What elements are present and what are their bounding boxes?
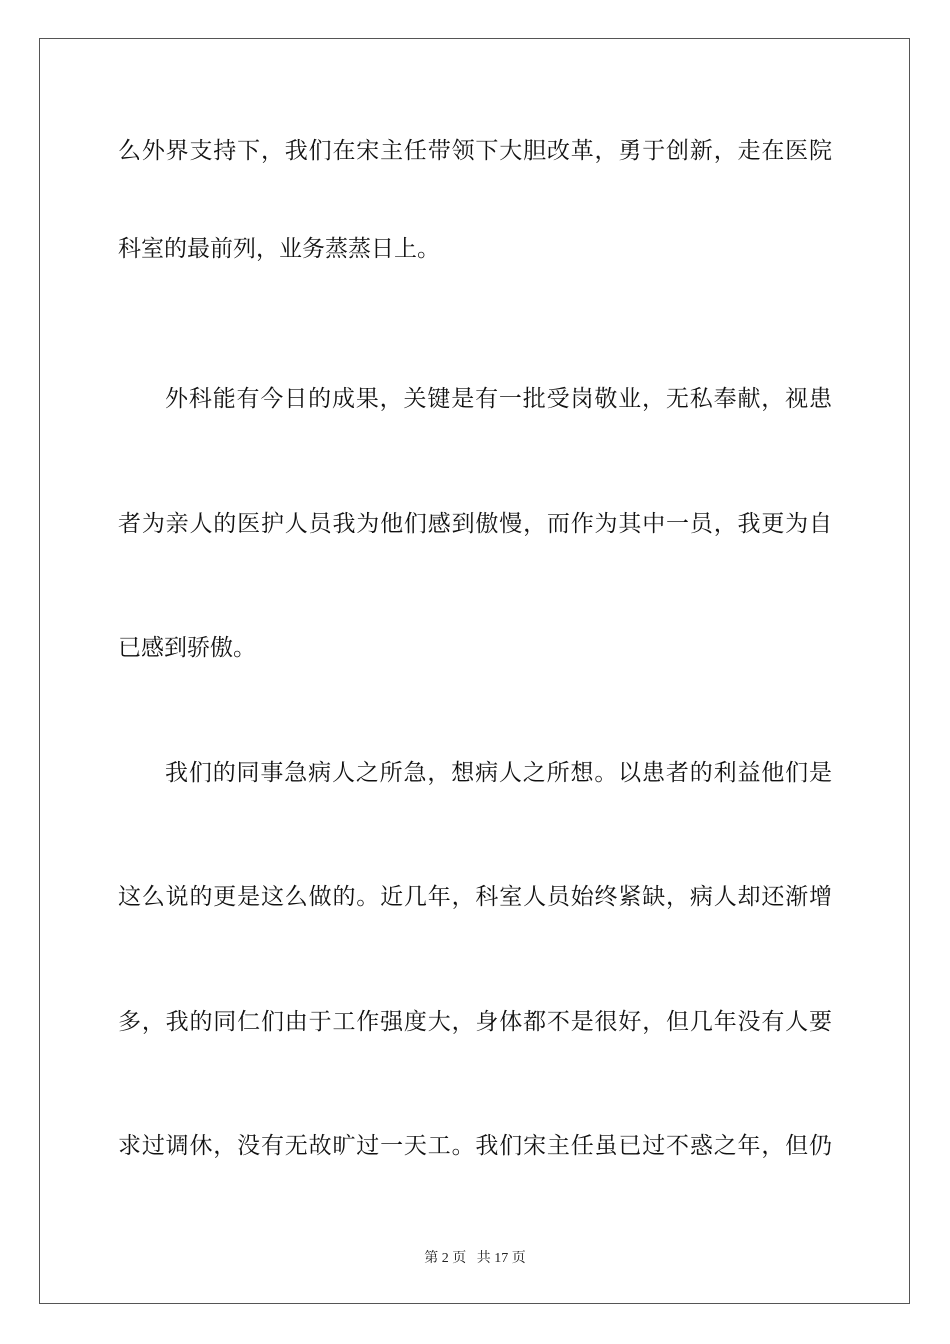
text-line: 者为亲人的医护人员我为他们感到傲慢，而作为其中一员，我更为自 xyxy=(118,511,832,537)
text-line: 求过调休，没有无故旷过一天工。我们宋主任虽已过不惑之年，但仍 xyxy=(118,1133,832,1159)
page-number-footer: 第 2 页 共 17 页 xyxy=(424,1251,526,1266)
text-line: 这么说的更是这么做的。近几年，科室人员始终紧缺，病人却还渐增 xyxy=(118,884,832,910)
document-page xyxy=(39,38,910,1304)
text-line: 科室的最前列，业务蒸蒸日上。 xyxy=(118,236,440,262)
paragraph-first-line: 外科能有今日的成果，关键是有一批受岗敬业，无私奉献，视患 xyxy=(165,386,832,412)
text-line: 已感到骄傲。 xyxy=(118,635,256,661)
text-line: 多，我的同仁们由于工作强度大，身体都不是很好，但几年没有人要 xyxy=(118,1009,832,1035)
text-line: 么外界支持下，我们在宋主任带领下大胆改革，勇于创新，走在医院 xyxy=(118,138,832,164)
paragraph-first-line: 我们的同事急病人之所急，想病人之所想。以患者的利益他们是 xyxy=(165,760,832,786)
